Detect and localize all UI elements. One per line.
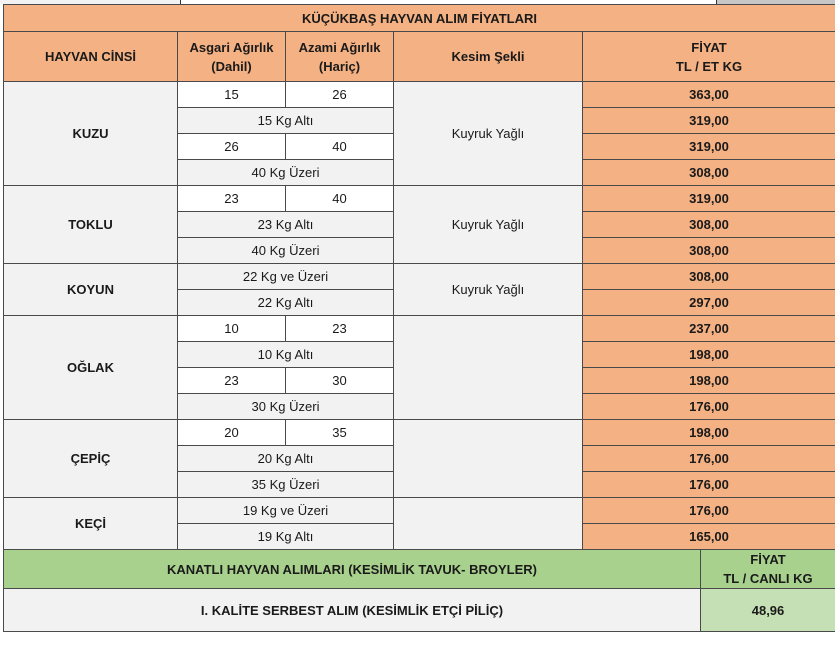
cut-type: Kuyruk Yağlı: [394, 82, 583, 186]
title-row: [4, 5, 835, 32]
cut-type: [394, 316, 583, 420]
price-value: 198,00: [583, 342, 835, 368]
weight-range-label: 22 Kg ve Üzeri: [178, 264, 394, 290]
weight-range-label: 19 Kg ve Üzeri: [178, 498, 394, 524]
header-min-weight-line1: Asgari Ağırlık: [189, 39, 274, 55]
header-max-weight: [286, 32, 394, 82]
weight-range-label: 15 Kg Altı: [178, 108, 394, 134]
min-weight: 20: [178, 420, 286, 446]
header-price-line1: FİYAT: [691, 39, 727, 55]
table-row: [4, 498, 835, 524]
price-value: 308,00: [583, 238, 835, 264]
poultry-item: I. KALİTE SERBEST ALIM (KESİMLİK ETÇİ PİLİÇ): [4, 589, 701, 632]
header-max-weight-line1: Azami Ağırlık: [298, 39, 381, 55]
max-weight: 40: [286, 134, 394, 160]
poultry-price-header: [701, 550, 835, 589]
weight-range-label: 22 Kg Altı: [178, 290, 394, 316]
price-value: 319,00: [583, 134, 835, 160]
price-value: 198,00: [583, 368, 835, 394]
header-price-line2: TL / ET KG: [675, 58, 743, 74]
max-weight: 40: [286, 186, 394, 212]
weight-range-label: 10 Kg Altı: [178, 342, 394, 368]
price-value: 319,00: [583, 186, 835, 212]
weight-range-label: 40 Kg Üzeri: [178, 238, 394, 264]
price-value: 176,00: [583, 498, 835, 524]
poultry-item-row: [4, 589, 835, 632]
animal-name: KOYUN: [4, 264, 178, 316]
weight-range-label: 40 Kg Üzeri: [178, 160, 394, 186]
min-weight: 10: [178, 316, 286, 342]
cut-type: [394, 498, 583, 550]
header-animal: HAYVAN CİNSİ: [4, 32, 178, 82]
poultry-price-header-line2: TL / CANLI KG: [723, 571, 813, 586]
animal-name: TOKLU: [4, 186, 178, 264]
header-row: [4, 32, 835, 82]
max-weight: 23: [286, 316, 394, 342]
cut-type: Kuyruk Yağlı: [394, 264, 583, 316]
max-weight: 26: [286, 82, 394, 108]
table-row: [4, 186, 835, 212]
price-value: 363,00: [583, 82, 835, 108]
livestock-price-table: [3, 4, 835, 632]
header-price: [583, 32, 835, 82]
max-weight: 30: [286, 368, 394, 394]
cut-type: Kuyruk Yağlı: [394, 186, 583, 264]
header-cut: Kesim Şekli: [394, 32, 583, 82]
table-row: [4, 82, 835, 108]
table-row: [4, 316, 835, 342]
cut-type: [394, 420, 583, 498]
min-weight: 23: [178, 368, 286, 394]
header-min-weight: [178, 32, 286, 82]
table-title: KÜÇÜKBAŞ HAYVAN ALIM FİYATLARI: [4, 5, 835, 32]
header-max-weight-line2: (Hariç): [318, 58, 361, 74]
price-value: 237,00: [583, 316, 835, 342]
price-value: 176,00: [583, 472, 835, 498]
animal-name: ÇEPİÇ: [4, 420, 178, 498]
price-value: 176,00: [583, 394, 835, 420]
animal-name: OĞLAK: [4, 316, 178, 420]
poultry-price: 48,96: [701, 589, 835, 632]
max-weight: 35: [286, 420, 394, 446]
price-value: 176,00: [583, 446, 835, 472]
price-value: 308,00: [583, 212, 835, 238]
poultry-header-row: [4, 550, 835, 589]
table-row: [4, 264, 835, 290]
table-row: [4, 420, 835, 446]
weight-range-label: 19 Kg Altı: [178, 524, 394, 550]
price-value: 297,00: [583, 290, 835, 316]
min-weight: 23: [178, 186, 286, 212]
price-value: 165,00: [583, 524, 835, 550]
weight-range-label: 23 Kg Altı: [178, 212, 394, 238]
min-weight: 15: [178, 82, 286, 108]
weight-range-label: 30 Kg Üzeri: [178, 394, 394, 420]
min-weight: 26: [178, 134, 286, 160]
weight-range-label: 20 Kg Altı: [178, 446, 394, 472]
price-value: 198,00: [583, 420, 835, 446]
animal-name: KEÇİ: [4, 498, 178, 550]
price-value: 308,00: [583, 264, 835, 290]
weight-range-label: 35 Kg Üzeri: [178, 472, 394, 498]
price-value: 319,00: [583, 108, 835, 134]
animal-name: KUZU: [4, 82, 178, 186]
price-value: 308,00: [583, 160, 835, 186]
header-min-weight-line2: (Dahil): [211, 58, 252, 74]
poultry-price-header-line1: FİYAT: [750, 552, 786, 567]
poultry-title: KANATLI HAYVAN ALIMLARI (KESİMLİK TAVUK- BROYLER): [4, 550, 701, 589]
